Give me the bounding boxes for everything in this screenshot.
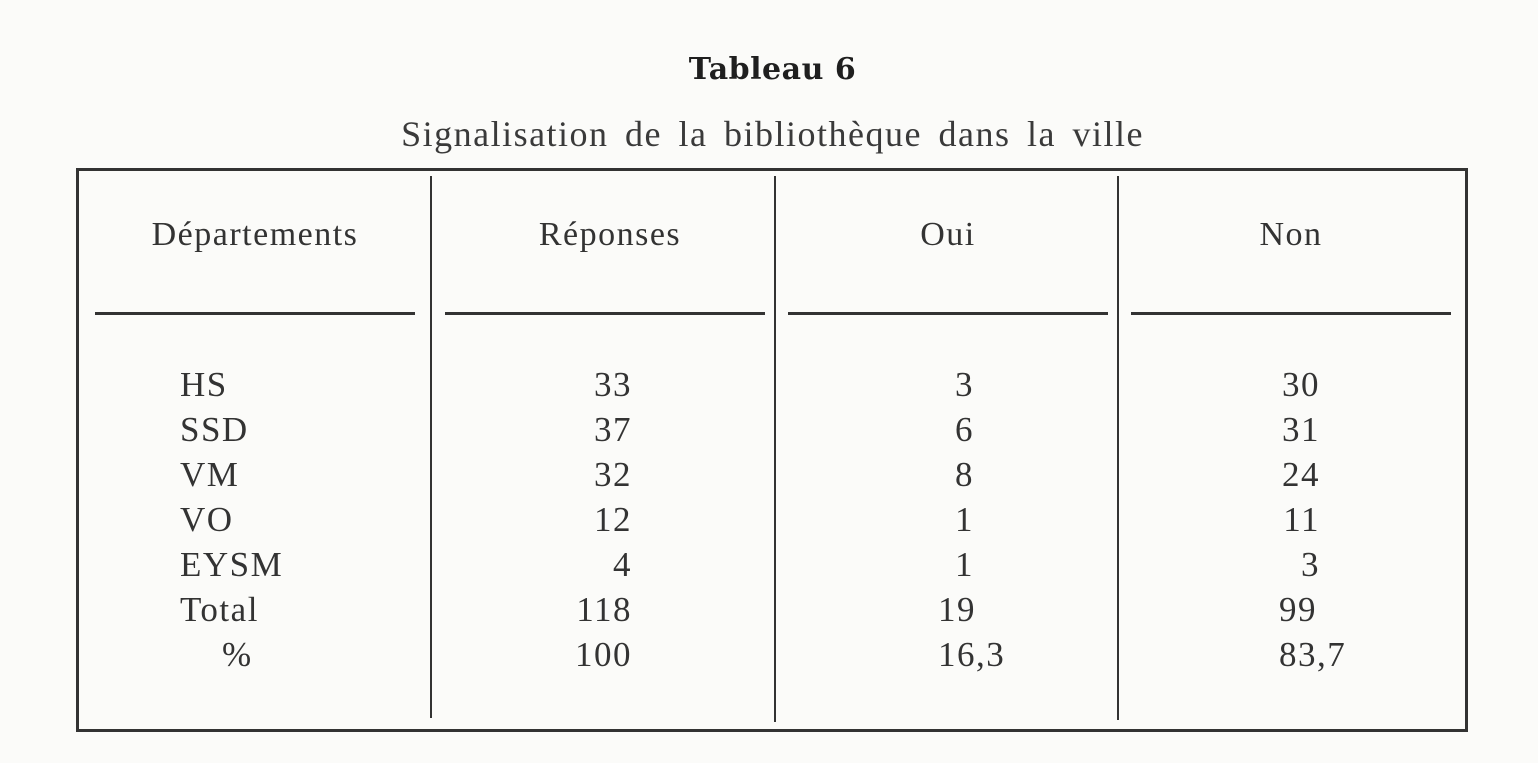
- column-header-reponses: Réponses: [538, 216, 682, 253]
- table-cell-reponses: 37: [594, 410, 632, 449]
- header-underline: [95, 312, 415, 315]
- table-cell-reponses: 33: [594, 365, 632, 404]
- column-header-oui: Oui: [920, 216, 976, 253]
- table-cell-non: 3: [1301, 545, 1320, 584]
- table-cell-oui: 19: [938, 590, 976, 629]
- column-divider: [774, 176, 776, 722]
- column-header-non: Non: [1259, 216, 1323, 253]
- table-cell-reponses: 118: [576, 590, 632, 629]
- column-header-departements: Départements: [151, 216, 359, 253]
- header-underline: [788, 312, 1108, 315]
- table-cell-non: 99: [1279, 590, 1317, 629]
- table-cell-reponses: 100: [575, 635, 632, 674]
- table-cell-departement: EYSM: [180, 545, 284, 584]
- table-cell-reponses: 4: [613, 545, 632, 584]
- table-right-border: [1465, 168, 1468, 732]
- table-cell-reponses: 32: [594, 455, 632, 494]
- table-left-border: [76, 168, 79, 732]
- table-cell-reponses: 12: [594, 500, 632, 539]
- table-title: Tableau 6: [688, 52, 857, 87]
- table-cell-oui: 8: [955, 455, 974, 494]
- table-cell-oui: 6: [955, 410, 974, 449]
- table-cell-oui: 1: [955, 500, 974, 539]
- table-subtitle: Signalisation de la bibliothèque dans la ville: [401, 114, 1144, 154]
- table-cell-departement: %: [222, 635, 253, 674]
- header-underline: [445, 312, 765, 315]
- table-cell-departement: Total: [180, 590, 259, 629]
- header-underline: [1131, 312, 1451, 315]
- table-bottom-border: [76, 729, 1468, 732]
- table-cell-non: 11: [1283, 500, 1320, 539]
- table-top-border: [76, 168, 1468, 171]
- table-cell-departement: VM: [180, 455, 240, 494]
- table-cell-oui: 1: [955, 545, 974, 584]
- column-divider: [1117, 176, 1119, 720]
- table-cell-oui: 3: [955, 365, 974, 404]
- table-cell-oui: 16,3: [938, 635, 1006, 674]
- table-cell-non: 24: [1282, 455, 1320, 494]
- table-cell-departement: HS: [180, 365, 228, 404]
- table-cell-non: 30: [1282, 365, 1320, 404]
- table-cell-non: 31: [1282, 410, 1320, 449]
- table-cell-non: 83,7: [1279, 635, 1347, 674]
- table-cell-departement: SSD: [180, 410, 249, 449]
- table-cell-departement: VO: [180, 500, 234, 539]
